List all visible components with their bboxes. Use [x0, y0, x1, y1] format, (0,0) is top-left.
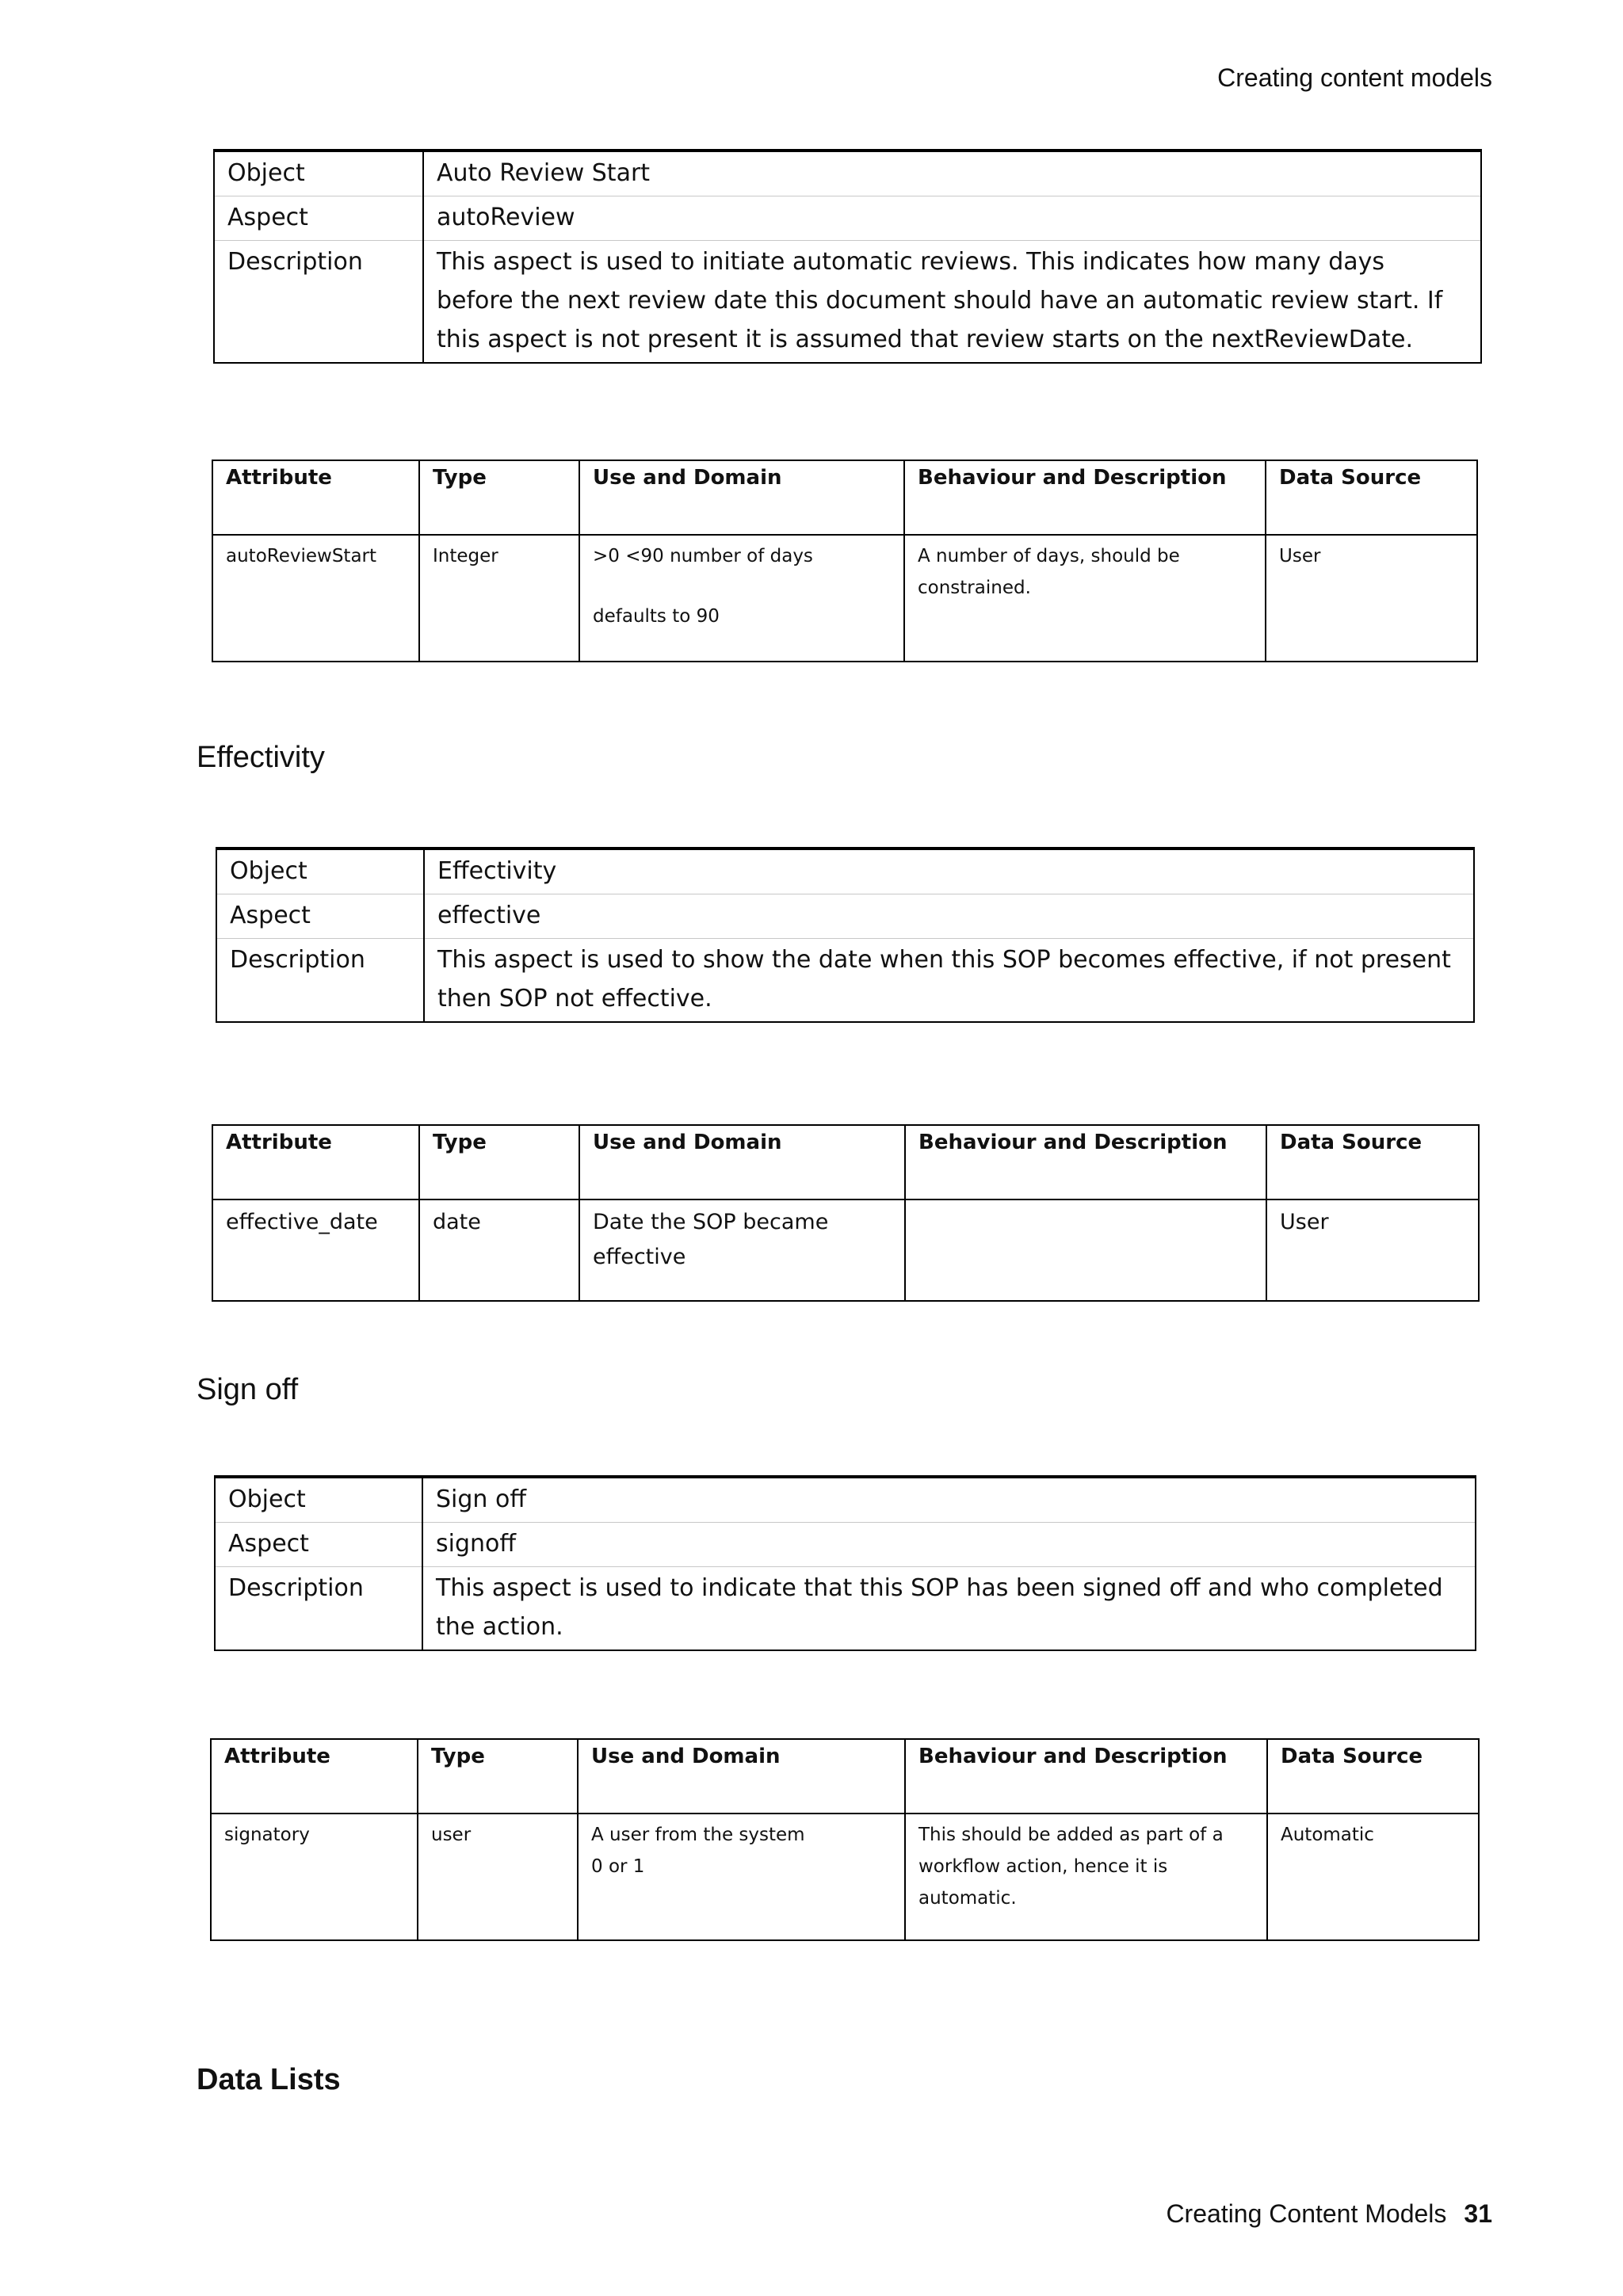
col-behaviour-header: Behaviour and Description	[904, 460, 1266, 535]
description-label: Description	[228, 1574, 364, 1602]
attribute-cell: signatory	[211, 1814, 418, 1940]
use-line-1: A user from the system	[591, 1825, 805, 1845]
col-attribute-header: Attribute	[212, 1125, 419, 1199]
use-line-1: >0 <90 number of days	[593, 546, 813, 566]
table-row	[212, 1199, 1479, 1301]
auto-review-object-table	[213, 149, 1482, 364]
object-label: Object	[215, 1477, 422, 1523]
attribute-cell: effective_date	[212, 1199, 419, 1301]
col-behaviour-header: Behaviour and Description	[905, 1739, 1267, 1814]
use-line-2: 0 or 1	[591, 1856, 645, 1877]
table-row	[211, 1814, 1479, 1940]
col-behaviour-header: Behaviour and Description	[905, 1125, 1266, 1199]
object-value: Sign off	[422, 1477, 1476, 1523]
table-row	[216, 894, 1474, 939]
col-use-header: Use and Domain	[579, 1125, 905, 1199]
table-row	[212, 535, 1477, 662]
behaviour-cell	[905, 1199, 1266, 1301]
behaviour-cell: This should be added as part of a workflow action, hence it is automatic.	[905, 1814, 1267, 1940]
source-cell: User	[1266, 1199, 1479, 1301]
col-type-header: Type	[419, 460, 579, 535]
aspect-label: Aspect	[215, 1523, 422, 1567]
aspect-value: autoReview	[423, 196, 1481, 241]
aspect-value: signoff	[422, 1523, 1476, 1567]
table-row	[215, 1523, 1476, 1567]
aspect-value: effective	[424, 894, 1474, 939]
col-type-header: Type	[419, 1125, 579, 1199]
description-label: Description	[227, 248, 363, 276]
section-heading-data-lists: Data Lists	[197, 2063, 341, 2096]
col-type-header: Type	[418, 1739, 578, 1814]
col-use-header: Use and Domain	[578, 1739, 905, 1814]
page-number: 31	[1464, 2199, 1492, 2228]
section-heading-sign-off: Sign off	[197, 1373, 299, 1406]
effectivity-attribute-table	[212, 1124, 1480, 1302]
object-value: Auto Review Start	[423, 151, 1481, 196]
type-cell: date	[419, 1199, 579, 1301]
running-header: Creating content models	[1217, 63, 1492, 92]
behaviour-cell: A number of days, should be constrained.	[904, 535, 1266, 662]
table-header-row	[211, 1739, 1479, 1814]
table-row	[215, 1567, 1476, 1651]
object-value: Effectivity	[424, 849, 1474, 894]
use-cell	[578, 1814, 905, 1940]
table-row	[215, 1477, 1476, 1523]
table-row	[216, 939, 1474, 1023]
source-cell: User	[1266, 535, 1477, 662]
table-row	[216, 849, 1474, 894]
col-source-header: Data Source	[1266, 1125, 1479, 1199]
description-value: This aspect is used to initiate automatic reviews. This indicates how many days before the next review date this document should have an automatic review start. If this aspect is not present it is assumed that review starts on the nextReviewDate.	[423, 241, 1481, 364]
col-use-header: Use and Domain	[579, 460, 904, 535]
use-cell	[579, 535, 904, 662]
use-line-2: defaults to 90	[593, 606, 720, 627]
footer-title: Creating Content Models	[1166, 2199, 1447, 2228]
col-source-header: Data Source	[1266, 460, 1477, 535]
col-attribute-header: Attribute	[211, 1739, 418, 1814]
col-source-header: Data Source	[1267, 1739, 1479, 1814]
type-cell: Integer	[419, 535, 579, 662]
table-header-row	[212, 460, 1477, 535]
description-label: Description	[230, 946, 365, 974]
aspect-label: Aspect	[214, 196, 423, 241]
sign-off-attribute-table	[210, 1738, 1480, 1941]
table-row	[214, 241, 1481, 364]
table-row	[214, 196, 1481, 241]
auto-review-attribute-table	[212, 460, 1478, 662]
table-row	[214, 151, 1481, 196]
col-attribute-header: Attribute	[212, 460, 419, 535]
attribute-cell: autoReviewStart	[212, 535, 419, 662]
object-label: Object	[216, 849, 424, 894]
sign-off-object-table	[214, 1475, 1476, 1651]
object-label: Object	[214, 151, 423, 196]
use-cell: Date the SOP became effective	[579, 1199, 905, 1301]
aspect-label: Aspect	[216, 894, 424, 939]
type-cell: user	[418, 1814, 578, 1940]
description-value: This aspect is used to indicate that this SOP has been signed off and who completed the action.	[422, 1567, 1476, 1651]
effectivity-object-table	[216, 847, 1475, 1023]
page-footer	[1166, 2199, 1492, 2229]
section-heading-effectivity: Effectivity	[197, 741, 325, 774]
table-header-row	[212, 1125, 1479, 1199]
description-value: This aspect is used to show the date when this SOP becomes effective, if not present then SOP not effective.	[424, 939, 1474, 1023]
source-cell: Automatic	[1267, 1814, 1479, 1940]
